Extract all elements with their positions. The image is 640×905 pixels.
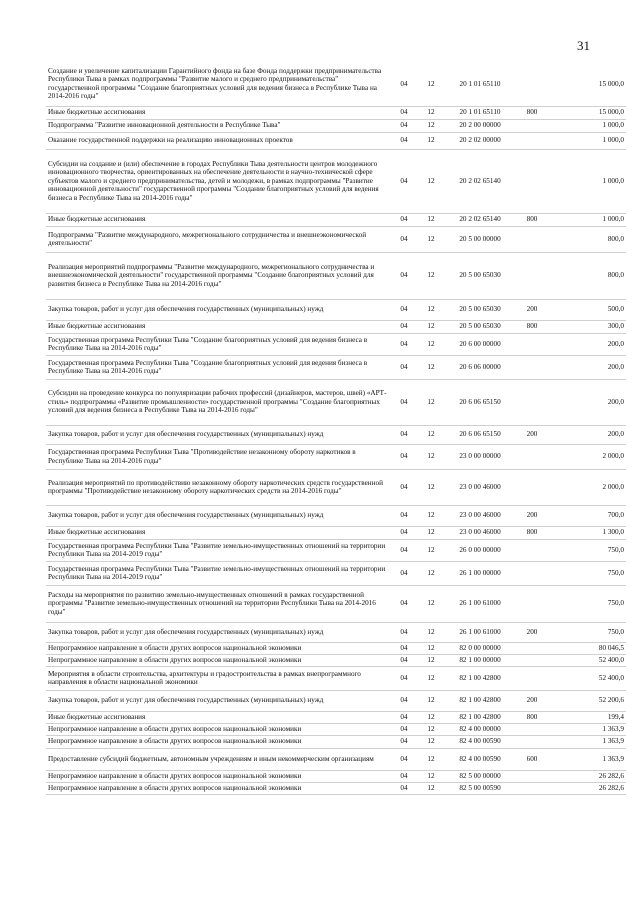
section-code: 04 — [390, 425, 418, 444]
expense-type-code: 600 — [516, 748, 548, 770]
target-article-code: 20 5 00 65030 — [444, 252, 516, 299]
table-row — [46, 149, 626, 213]
amount: 52 200,6 — [548, 690, 626, 711]
budget-item-name: Расходы на мероприятия по развитию земельно-имущественных отношений в рамках государственной программы "Развитие земельно-имущественных отношений на территории Республики Тыва на 2014-2016 годы" — [46, 585, 390, 622]
target-article-code: 82 4 00 00000 — [444, 723, 516, 735]
section-code: 04 — [390, 379, 418, 425]
subsection-code: 12 — [418, 770, 444, 782]
section-code: 04 — [390, 505, 418, 526]
budget-item-name: Создание и увеличение капитализации Гарантийного фонда на базе Фонда поддержки предпринимательства Республики Тыва в рамках подпрограммы "Развитие малого и среднего предпринимательства" государственной программы "Создание благоприятных условий для ведения бизнеса в Республике Тыва на 2014-2016 годы" — [46, 62, 390, 106]
target-article-code: 20 2 02 65140 — [444, 149, 516, 213]
amount: 700,0 — [548, 505, 626, 526]
amount: 26 282,6 — [548, 782, 626, 794]
target-article-code: 82 4 00 00590 — [444, 735, 516, 748]
amount: 750,0 — [548, 539, 626, 561]
table-row — [46, 735, 626, 748]
section-code: 04 — [390, 654, 418, 666]
amount: 750,0 — [548, 585, 626, 622]
subsection-code: 12 — [418, 333, 444, 355]
section-code: 04 — [390, 469, 418, 505]
table-row — [46, 469, 626, 505]
subsection-code: 12 — [418, 62, 444, 106]
subsection-code: 12 — [418, 299, 444, 320]
target-article-code: 20 6 06 65150 — [444, 425, 516, 444]
budget-item-name: Закупка товаров, работ и услуг для обеспечения государственных (муниципальных) нужд — [46, 690, 390, 711]
section-code: 04 — [390, 561, 418, 585]
section-code: 04 — [390, 132, 418, 149]
section-code: 04 — [390, 690, 418, 711]
section-code: 04 — [390, 333, 418, 355]
subsection-code: 12 — [418, 226, 444, 252]
section-code: 04 — [390, 355, 418, 379]
amount: 26 282,6 — [548, 770, 626, 782]
expense-type-code — [516, 770, 548, 782]
expense-type-code: 800 — [516, 213, 548, 226]
budget-item-name: Предоставление субсидий бюджетным, автономным учреждениям и иным некоммерческим организациям — [46, 748, 390, 770]
table-row — [46, 444, 626, 469]
subsection-code: 12 — [418, 690, 444, 711]
expense-type-code — [516, 782, 548, 794]
section-code: 04 — [390, 213, 418, 226]
budget-item-name: Иные бюджетные ассигнования — [46, 106, 390, 119]
target-article-code: 26 1 00 61000 — [444, 622, 516, 642]
expense-type-code — [516, 666, 548, 690]
budget-item-name: Закупка товаров, работ и услуг для обеспечения государственных (муниципальных) нужд — [46, 505, 390, 526]
budget-item-name: Непрограммное направление в области других вопросов национальной экономики — [46, 723, 390, 735]
target-article-code: 20 5 00 65030 — [444, 320, 516, 333]
subsection-code: 12 — [418, 469, 444, 505]
table-row — [46, 585, 626, 622]
amount: 15 000,0 — [548, 106, 626, 119]
section-code: 04 — [390, 622, 418, 642]
amount: 200,0 — [548, 333, 626, 355]
expense-type-code — [516, 119, 548, 132]
subsection-code: 12 — [418, 654, 444, 666]
budget-item-name: Подпрограмма "Развитие международного, межрегионального сотрудничества и внешнеэкономической деятельности" — [46, 226, 390, 252]
target-article-code: 23 0 00 46000 — [444, 505, 516, 526]
table-row — [46, 622, 626, 642]
subsection-code: 12 — [418, 119, 444, 132]
expense-type-code: 800 — [516, 320, 548, 333]
expense-type-code — [516, 379, 548, 425]
table-row — [46, 748, 626, 770]
section-code: 04 — [390, 748, 418, 770]
section-code: 04 — [390, 226, 418, 252]
amount: 15 000,0 — [548, 62, 626, 106]
section-code: 04 — [390, 735, 418, 748]
section-code: 04 — [390, 299, 418, 320]
expense-type-code — [516, 539, 548, 561]
subsection-code: 12 — [418, 379, 444, 425]
target-article-code: 20 1 01 65110 — [444, 106, 516, 119]
target-article-code: 26 0 00 00000 — [444, 539, 516, 561]
amount: 1 300,0 — [548, 526, 626, 539]
expense-type-code: 200 — [516, 299, 548, 320]
budget-item-name: Государственная программа Республики Тыва "Создание благоприятных условий для ведения бизнеса в Республике Тыва на 2014-2016 годы" — [46, 355, 390, 379]
section-code: 04 — [390, 106, 418, 119]
target-article-code: 82 1 00 42800 — [444, 690, 516, 711]
section-code: 04 — [390, 723, 418, 735]
section-code: 04 — [390, 119, 418, 132]
expense-type-code: 800 — [516, 106, 548, 119]
budget-item-name: Реализация мероприятий по противодействию незаконному обороту наркотических средств государственной программы "Противодействие незаконному обороту наркотических средств на 2014-2016 годы" — [46, 469, 390, 505]
section-code: 04 — [390, 252, 418, 299]
target-article-code: 20 5 00 65030 — [444, 299, 516, 320]
table-row — [46, 213, 626, 226]
target-article-code: 23 0 00 46000 — [444, 469, 516, 505]
amount: 200,0 — [548, 355, 626, 379]
budget-item-name: Закупка товаров, работ и услуг для обеспечения государственных (муниципальных) нужд — [46, 299, 390, 320]
target-article-code: 82 0 00 00000 — [444, 642, 516, 654]
subsection-code: 12 — [418, 782, 444, 794]
amount: 1 363,9 — [548, 748, 626, 770]
section-code: 04 — [390, 585, 418, 622]
target-article-code: 26 1 00 61000 — [444, 585, 516, 622]
target-article-code: 20 6 06 00000 — [444, 355, 516, 379]
amount: 80 046,5 — [548, 642, 626, 654]
expense-type-code — [516, 444, 548, 469]
expense-type-code: 800 — [516, 711, 548, 723]
budget-item-name: Непрограммное направление в области других вопросов национальной экономики — [46, 770, 390, 782]
target-article-code: 82 5 00 00000 — [444, 770, 516, 782]
subsection-code: 12 — [418, 355, 444, 379]
table-row — [46, 711, 626, 723]
table-row — [46, 425, 626, 444]
table-row — [46, 333, 626, 355]
amount: 750,0 — [548, 561, 626, 585]
table-row — [46, 106, 626, 119]
section-code: 04 — [390, 711, 418, 723]
section-code: 04 — [390, 444, 418, 469]
amount: 750,0 — [548, 622, 626, 642]
target-article-code: 20 6 00 00000 — [444, 333, 516, 355]
subsection-code: 12 — [418, 526, 444, 539]
table-row — [46, 320, 626, 333]
budget-item-name: Реализация мероприятий подпрограммы "Развитие международного, межрегионального сотрудничества и внешнеэкономической деятельности" государственной программы "Создание благоприятных условий для развития бизнеса в Республике Тыва на 2014-2016 годы" — [46, 252, 390, 299]
budget-item-name: Непрограммное направление в области других вопросов национальной экономики — [46, 735, 390, 748]
target-article-code: 82 5 00 00590 — [444, 782, 516, 794]
target-article-code: 20 6 06 65150 — [444, 379, 516, 425]
target-article-code: 23 0 00 46000 — [444, 526, 516, 539]
subsection-code: 12 — [418, 748, 444, 770]
target-article-code: 26 1 00 00000 — [444, 561, 516, 585]
subsection-code: 12 — [418, 213, 444, 226]
section-code: 04 — [390, 539, 418, 561]
section-code: 04 — [390, 666, 418, 690]
table-row — [46, 561, 626, 585]
table-row — [46, 782, 626, 794]
subsection-code: 12 — [418, 539, 444, 561]
subsection-code: 12 — [418, 711, 444, 723]
amount: 1 000,0 — [548, 213, 626, 226]
amount: 1 000,0 — [548, 132, 626, 149]
budget-item-name: Непрограммное направление в области других вопросов национальной экономики — [46, 654, 390, 666]
budget-item-name: Подпрограмма "Развитие инновационной деятельности в Республике Тыва" — [46, 119, 390, 132]
subsection-code: 12 — [418, 149, 444, 213]
target-article-code: 82 1 00 00000 — [444, 654, 516, 666]
table-row — [46, 666, 626, 690]
budget-item-name: Иные бюджетные ассигнования — [46, 213, 390, 226]
budget-item-name: Субсидии на создание и (или) обеспечение в городах Республики Тыва деятельности центров молодежного инновационного творчества, ориентированных на обеспечение деятельности в научно-технической сфере субъектов малого и среднего предпринимательства, детей и молодежи, в рамках подпрограммы "Развитие инновационной деятельности" государственной программы "Создание благоприятных условий для ведения бизнеса в Республике Тыва на 2014-2016 годы" — [46, 149, 390, 213]
table-row — [46, 539, 626, 561]
target-article-code: 82 4 00 00590 — [444, 748, 516, 770]
subsection-code: 12 — [418, 425, 444, 444]
amount: 200,0 — [548, 379, 626, 425]
expense-type-code — [516, 149, 548, 213]
table-row — [46, 62, 626, 106]
expense-type-code: 200 — [516, 505, 548, 526]
expense-type-code — [516, 355, 548, 379]
amount: 1 363,9 — [548, 723, 626, 735]
table-row — [46, 355, 626, 379]
subsection-code: 12 — [418, 132, 444, 149]
expense-type-code: 200 — [516, 425, 548, 444]
target-article-code: 82 1 00 42800 — [444, 711, 516, 723]
budget-item-name: Государственная программа Республики Тыва "Развитие земельно-имущественных отношений на территории Республики Тыва на 2014-2019 годы" — [46, 561, 390, 585]
budget-item-name: Оказание государственной поддержки на реализацию инновационных проектов — [46, 132, 390, 149]
amount: 2 000,0 — [548, 469, 626, 505]
expense-type-code — [516, 252, 548, 299]
table-row — [46, 654, 626, 666]
table-row — [46, 379, 626, 425]
subsection-code: 12 — [418, 735, 444, 748]
amount: 800,0 — [548, 252, 626, 299]
budget-item-name: Непрограммное направление в области других вопросов национальной экономики — [46, 782, 390, 794]
section-code: 04 — [390, 770, 418, 782]
table-row — [46, 770, 626, 782]
table-row — [46, 226, 626, 252]
amount: 1 000,0 — [548, 119, 626, 132]
table-row — [46, 505, 626, 526]
amount: 199,4 — [548, 711, 626, 723]
budget-item-name: Непрограммное направление в области других вопросов национальной экономики — [46, 642, 390, 654]
expense-type-code — [516, 642, 548, 654]
subsection-code: 12 — [418, 320, 444, 333]
section-code: 04 — [390, 320, 418, 333]
amount: 300,0 — [548, 320, 626, 333]
expense-type-code — [516, 654, 548, 666]
expense-type-code — [516, 723, 548, 735]
amount: 2 000,0 — [548, 444, 626, 469]
expense-type-code — [516, 561, 548, 585]
section-code: 04 — [390, 642, 418, 654]
target-article-code: 20 1 01 65110 — [444, 62, 516, 106]
subsection-code: 12 — [418, 585, 444, 622]
budget-item-name: Субсидии на проведение конкурса по популяризации рабочих профессий (дизайнеров, мастеров, швей) «АРТ-стиль» подпрограммы «Развитие промышленности» государственной программы "Создание благоприятных условий для ведения бизнеса в Республике Тыва на 2014-2016 годы" — [46, 379, 390, 425]
expense-type-code — [516, 333, 548, 355]
amount: 800,0 — [548, 226, 626, 252]
table-row — [46, 252, 626, 299]
target-article-code: 20 2 02 00000 — [444, 132, 516, 149]
table-row — [46, 642, 626, 654]
budget-item-name: Иные бюджетные ассигнования — [46, 526, 390, 539]
amount: 200,0 — [548, 425, 626, 444]
amount: 1 363,9 — [548, 735, 626, 748]
target-article-code: 20 2 00 00000 — [444, 119, 516, 132]
section-code: 04 — [390, 526, 418, 539]
expense-type-code — [516, 469, 548, 505]
amount: 1 000,0 — [548, 149, 626, 213]
section-code: 04 — [390, 62, 418, 106]
section-code: 04 — [390, 149, 418, 213]
table-row — [46, 299, 626, 320]
budget-item-name: Мероприятия в области строительства, архитектуры и градостроительства в рамках внепрограммного направления в области национальной экономики — [46, 666, 390, 690]
page-number: 31 — [577, 38, 590, 53]
expense-type-code: 200 — [516, 622, 548, 642]
expense-type-code: 800 — [516, 526, 548, 539]
subsection-code: 12 — [418, 252, 444, 299]
section-code: 04 — [390, 782, 418, 794]
subsection-code: 12 — [418, 666, 444, 690]
budget-table — [46, 62, 626, 795]
amount: 500,0 — [548, 299, 626, 320]
table-row — [46, 132, 626, 149]
target-article-code: 20 2 02 65140 — [444, 213, 516, 226]
amount: 52 400,0 — [548, 654, 626, 666]
table-row — [46, 526, 626, 539]
budget-item-name: Государственная программа Республики Тыва "Противодействие незаконному обороту наркотиков в Республике Тыва на 2014-2016 годы" — [46, 444, 390, 469]
budget-table-body — [46, 62, 626, 794]
budget-item-name: Государственная программа Республики Тыва "Создание благоприятных условий для ведения бизнеса в Республике Тыва на 2014-2016 годы" — [46, 333, 390, 355]
budget-item-name: Закупка товаров, работ и услуг для обеспечения государственных (муниципальных) нужд — [46, 425, 390, 444]
subsection-code: 12 — [418, 723, 444, 735]
target-article-code: 23 0 00 00000 — [444, 444, 516, 469]
expense-type-code — [516, 735, 548, 748]
budget-item-name: Закупка товаров, работ и услуг для обеспечения государственных (муниципальных) нужд — [46, 622, 390, 642]
amount: 52 400,0 — [548, 666, 626, 690]
expense-type-code: 200 — [516, 690, 548, 711]
budget-item-name: Иные бюджетные ассигнования — [46, 320, 390, 333]
target-article-code: 20 5 00 00000 — [444, 226, 516, 252]
subsection-code: 12 — [418, 444, 444, 469]
expense-type-code — [516, 62, 548, 106]
table-row — [46, 723, 626, 735]
budget-item-name: Иные бюджетные ассигнования — [46, 711, 390, 723]
expense-type-code — [516, 585, 548, 622]
subsection-code: 12 — [418, 642, 444, 654]
subsection-code: 12 — [418, 106, 444, 119]
subsection-code: 12 — [418, 622, 444, 642]
subsection-code: 12 — [418, 561, 444, 585]
budget-item-name: Государственная программа Республики Тыва "Развитие земельно-имущественных отношений на территории Республики Тыва на 2014-2019 годы" — [46, 539, 390, 561]
table-row — [46, 119, 626, 132]
target-article-code: 82 1 00 42800 — [444, 666, 516, 690]
expense-type-code — [516, 132, 548, 149]
subsection-code: 12 — [418, 505, 444, 526]
table-row — [46, 690, 626, 711]
expense-type-code — [516, 226, 548, 252]
